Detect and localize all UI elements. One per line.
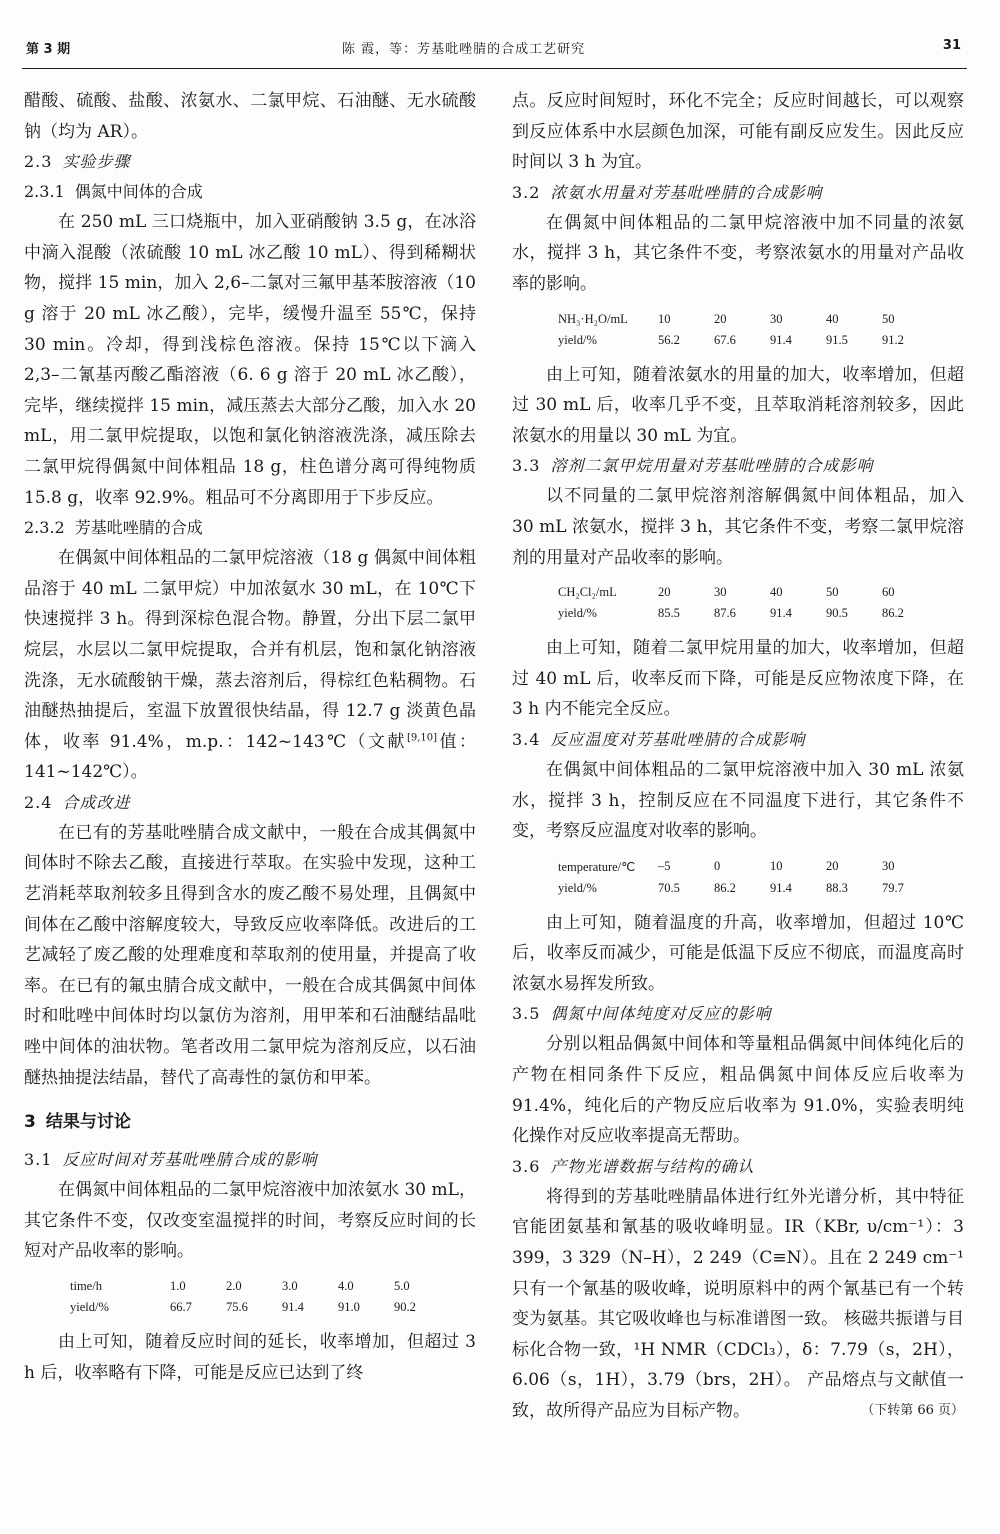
section-title: 反应时间对芳基吡唑腈合成的影响 xyxy=(62,1150,318,1170)
table-cell: 91.0 xyxy=(338,1300,360,1314)
table-cell: 91.4 xyxy=(282,1300,304,1314)
table-cell: 66.7 xyxy=(170,1300,192,1314)
table-row xyxy=(558,579,938,603)
table-cell: –5 xyxy=(658,859,671,874)
table-cell: 60 xyxy=(882,585,895,600)
table-cell: yield/% xyxy=(558,880,597,895)
section-number: 2.3 xyxy=(24,152,53,172)
section-title: 反应温度对芳基吡唑腈的合成影响 xyxy=(550,729,806,749)
section-title: 偶氮中间体纯度对反应的影响 xyxy=(550,1004,772,1024)
table-row xyxy=(558,330,938,354)
table-row xyxy=(558,603,938,627)
section-number: 2.3.2 xyxy=(24,518,65,538)
section-number: 3.1 xyxy=(24,1150,53,1170)
paragraph-pyrazole-synthesis xyxy=(24,543,476,788)
table-cell: 1.0 xyxy=(170,1279,186,1293)
section-heading-3-3 xyxy=(512,451,964,481)
table-solvent xyxy=(558,579,938,627)
table-cell: yield/% xyxy=(70,1300,109,1314)
section-number: 3.6 xyxy=(512,1156,541,1176)
table-cell: 3.0 xyxy=(282,1279,298,1293)
paragraph-text: 在偶氮中间体粗品的二氯甲烷溶液（18 g 偶氮中间体粗品溶于 40 mL 二氯甲烷）中加浓氨水 30 mL，在 10℃下快速搅拌 3 h。得到深棕色混合物。静置，分出下层二氯甲烷层，水层以二氯甲烷提取，合并有机层，饱和氯化钠溶液洗涤，无水硫酸钠干燥，蒸去溶剂后，得棕红色粘稠物。石油醚热抽提后，室温下放置很快结晶，得 12.7 g 淡黄色晶体，收率 91.4%，m.p.：142~143℃（文献 xyxy=(24,548,476,752)
section-title: 浓氨水用量对芳基吡唑腈的合成影响 xyxy=(550,182,823,202)
paragraph-time-result: 由上可知，随着反应时间的延长，收率增加，但超过 3 h 后，收率略有下降，可能是反应已达到了终 xyxy=(24,1332,476,1383)
section-number: 3.4 xyxy=(512,729,541,749)
section-title: 产物光谱数据与结构的确认 xyxy=(550,1156,755,1176)
table-cell: 4.0 xyxy=(338,1279,354,1293)
table-cell: 50 xyxy=(826,585,839,600)
table-cell: 20 xyxy=(658,585,671,600)
table-cell: 20 xyxy=(714,311,727,326)
table-cell: 30 xyxy=(714,585,727,600)
section-number: 2.4 xyxy=(24,792,53,812)
table-cell: 10 xyxy=(658,311,671,326)
section-title: 实验步骤 xyxy=(62,152,131,172)
table-cell: 67.6 xyxy=(714,332,736,347)
table-cell: time/h xyxy=(70,1279,102,1293)
table-cell: temperature/℃ xyxy=(558,859,636,874)
table-cell: 2.0 xyxy=(226,1279,242,1293)
table-cell: 20 xyxy=(826,859,839,874)
section-number: 3.2 xyxy=(512,182,541,202)
paragraph-azo-synthesis: 在 250 mL 三口烧瓶中，加入亚硝酸钠 3.5 g，在冰浴中滴入混酸（浓硫酸 10 mL 冰乙酸 10 mL）、得到稀糊状物，搅拌 15 min，加入 2,6–二氯对三氟甲基苯胺溶液（10 g 溶于 20 mL 冰乙酸），完毕，缓慢升温至 55℃，保持 30 min。冷却，得到浅棕色溶液。保持 15℃以下滴入 2,3–二氰基丙酸乙酯溶液（6. 6 g 溶于 20 mL 冰乙酸），完毕，继续搅拌 15 min，减压蒸去大部分乙酸，加入水 20 mL，用二氯甲烷提取，以饱和氯化钠溶液洗涤，减压除去二氯甲烷得偶氮中间体粗品 18 g，柱色谱分离可得纯物质 15.8 g，收率 92.9%。粗品可不分离即用于下步反应。 xyxy=(24,212,476,508)
table-cell: 86.2 xyxy=(714,880,736,895)
table-cell: CH₂Cl₂/mL xyxy=(558,585,617,600)
table-cell: 50 xyxy=(882,311,895,326)
section-number: 2.3.1 xyxy=(24,182,65,202)
left-column xyxy=(24,86,476,1388)
table-cell: 91.2 xyxy=(882,332,904,347)
citation-ref: [9,10] xyxy=(406,732,438,744)
section-number: 3.3 xyxy=(512,456,541,476)
table-cell: 91.5 xyxy=(826,332,848,347)
section-title: 结果与讨论 xyxy=(45,1112,131,1133)
paragraph-spectra xyxy=(512,1182,964,1427)
section-number: 3 xyxy=(24,1112,36,1133)
section-title: 溶剂二氯甲烷用量对芳基吡唑腈的合成影响 xyxy=(550,456,874,476)
table-reaction-time xyxy=(70,1273,450,1321)
running-header xyxy=(22,36,967,69)
table-cell: 0 xyxy=(714,859,721,874)
table-temperature xyxy=(558,853,938,902)
paragraph-purity: 分别以粗品偶氮中间体和等量粗品偶氮中间体纯化后的产物在相同条件下反应，粗品偶氮中间体反应后收率为 91.4%，纯化后的产物反应后收率为 91.0%，实验表明纯化操作对反应收率提高无帮助。 xyxy=(512,1034,964,1147)
table-cell: 40 xyxy=(770,585,783,600)
section-heading-3 xyxy=(24,1107,476,1137)
table-cell: 30 xyxy=(770,311,783,326)
table-ammonia xyxy=(558,306,938,354)
table-row xyxy=(70,1273,450,1297)
section-heading-3-5 xyxy=(512,999,964,1029)
section-heading-2-3 xyxy=(24,147,476,177)
section-heading-2-3-1 xyxy=(24,177,476,207)
paragraph-temperature: 在偶氮中间体粗品的二氯甲烷溶液中加入 30 mL 浓氨水，搅拌 3 h，控制反应在不同温度下进行，其它条件不变，考察反应温度对收率的影响。 xyxy=(512,759,964,842)
paragraph-time-continued: 点。反应时间短时，环化不完全；反应时间越长，可以观察到反应体系中水层颜色加深，可能有副反应发生。因此反应时间以 3 h 为宜。 xyxy=(512,91,964,173)
section-number: 3.5 xyxy=(512,1004,541,1024)
section-title: 偶氮中间体的合成 xyxy=(74,182,203,202)
table-cell: 91.4 xyxy=(770,606,792,621)
table-cell: 86.2 xyxy=(882,606,904,621)
table-cell: 79.7 xyxy=(882,880,904,895)
section-heading-2-4 xyxy=(24,788,476,818)
paragraph-ammonia-result: 由上可知，随着浓氨水的用量的加大，收率增加，但超过 30 mL 后，收率几乎不变，且萃取消耗溶剂较多，因此浓氨水的用量以 30 mL 为宜。 xyxy=(512,364,964,446)
table-row xyxy=(558,878,938,902)
table-cell: 10 xyxy=(770,859,783,874)
continued-note: （下转第 66 页） xyxy=(861,1403,964,1418)
running-title: 陈 霞，等：芳基吡唑腈的合成工艺研究 xyxy=(342,42,586,57)
table-cell: 88.3 xyxy=(826,880,848,895)
paragraph-solvent: 以不同量的二氯甲烷溶剂溶解偶氮中间体粗品，加入 30 mL 浓氨水，搅拌 3 h，其它条件不变，考察二氯甲烷溶剂的用量对产品收率的影响。 xyxy=(512,486,964,568)
paragraph-text: 将得到的芳基吡唑腈晶体进行红外光谱分析，其中特征官能团氨基和氰基的吸收峰明显。IR（KBr, υ/cm⁻¹）：3 399，3 329（N–H），2 249（C≡N）。且在 2 249 cm⁻¹ 只有一个氰基的吸收峰，说明原料中的两个氰基已有一个转变为氨基。其它吸收峰也与标准谱图一致。 核磁共振谱与目标化合物一致，¹H NMR（CDCl₃），δ：7.79（s，2H），6.06（s，1H），3.79（brs，2H）。 产品熔点与文献值一致，故所得产品应为目标产物。 xyxy=(512,1186,964,1421)
table-row xyxy=(70,1297,450,1321)
paragraph-improvement: 在已有的芳基吡唑腈合成文献中，一般在合成其偶氮中间体时不除去乙酸，直接进行萃取。在实验中发现，这种工艺消耗萃取剂较多且得到含水的废乙酸不易处理，且偶氮中间体在乙酸中溶解度较大，导致反应收率降低。改进后的工艺减轻了废乙酸的处理难度和萃取剂的使用量，并提高了收率。在已有的氟虫腈合成文献中，一般在合成其偶氮中间体时和吡唑中间体时均以氯仿为溶剂，用甲苯和石油醚结晶吡唑中间体的油状物。笔者改用二氯甲烷为溶剂反应，以石油醚热抽提法结晶，替代了高毒性的氯仿和甲苯。 xyxy=(24,822,476,1088)
section-title: 芳基吡唑腈的合成 xyxy=(74,518,203,538)
table-cell: 30 xyxy=(882,859,895,874)
table-cell: 40 xyxy=(826,311,839,326)
section-title: 合成改进 xyxy=(62,792,131,812)
table-cell: yield/% xyxy=(558,606,597,621)
section-heading-3-2 xyxy=(512,178,964,208)
table-row xyxy=(558,306,938,330)
section-heading-3-6 xyxy=(512,1152,964,1182)
table-cell: 91.4 xyxy=(770,332,792,347)
paragraph-materials: 醋酸、硫酸、盐酸、浓氨水、二氯甲烷、石油醚、无水硫酸钠（均为 AR）。 xyxy=(24,91,476,142)
paragraph-time: 在偶氮中间体粗品的二氯甲烷溶液中加浓氨水 30 mL，其它条件不变，仅改变室温搅拌的时间，考察反应时间的长短对产品收率的影响。 xyxy=(24,1180,476,1262)
table-cell: 56.2 xyxy=(658,332,680,347)
table-cell: 85.5 xyxy=(658,606,680,621)
paragraph-text: 值：141~142℃）。 xyxy=(24,731,476,783)
page-number: 31 xyxy=(942,38,961,53)
section-heading-2-3-2 xyxy=(24,513,476,543)
paragraph-solvent-result: 由上可知，随着二氯甲烷用量的加大，收率增加，但超过 40 mL 后，收率反而下降，可能是反应物浓度下降，在 3 h 内不能完全反应。 xyxy=(512,638,964,720)
table-cell: 87.6 xyxy=(714,606,736,621)
table-cell: 91.4 xyxy=(770,880,792,895)
paragraph-temperature-result: 由上可知，随着温度的升高，收率增加，但超过 10℃后，收率反而减少，可能是低温下反应不彻底，而温度高时浓氨水易挥发所致。 xyxy=(512,912,964,994)
table-cell: 90.2 xyxy=(394,1300,416,1314)
table-cell: 75.6 xyxy=(226,1300,248,1314)
table-cell: 70.5 xyxy=(658,880,680,895)
table-cell: NH₃·H₂O/mL xyxy=(558,311,628,326)
paragraph-ammonia: 在偶氮中间体粗品的二氯甲烷溶液中加不同量的浓氨水，搅拌 3 h，其它条件不变，考察浓氨水的用量对产品收率的影响。 xyxy=(512,212,964,294)
table-cell: 5.0 xyxy=(394,1279,410,1293)
table-row xyxy=(558,853,938,878)
issue-number: 第 3 期 xyxy=(26,42,71,57)
section-heading-3-1 xyxy=(24,1145,476,1175)
table-cell: yield/% xyxy=(558,332,597,347)
table-cell: 90.5 xyxy=(826,606,848,621)
right-column xyxy=(512,86,964,1427)
section-heading-3-4 xyxy=(512,725,964,755)
